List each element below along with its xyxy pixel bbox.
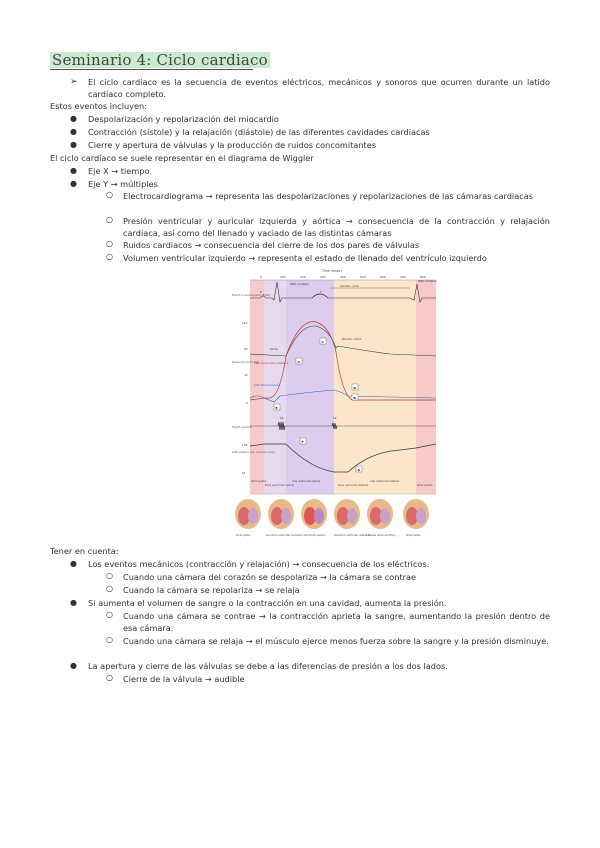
time-tick: 0 [260,275,262,279]
sound-label: S1 [280,416,284,420]
row-label: Pressure (mm Hg) [232,360,260,364]
arrow-bullet-icon: ➢ [70,77,78,87]
note-item: Los eventos mecánicos (contracción y relajación) → consecuencia de los eléctricos. [88,559,430,569]
axis-y-item: Eje Y → múltiples [88,179,158,189]
circle-bullet-icon: ○ [106,673,113,682]
time-tick: 600 [380,275,386,279]
sound-label: S2 [333,416,337,420]
circle-bullet-icon: ○ [106,635,113,644]
point-label: G [357,468,360,472]
phase-band [334,280,416,494]
heart-caption: Isovolumic ventricular contraction [266,534,304,537]
y-item: Volumen ventricular izquierdo → representa el estado de llenado del ventrículo izquierdo [123,253,487,263]
phase-band [286,280,334,494]
time-label: Time (msec) [322,269,342,273]
point-label: E [275,406,278,410]
bullet-icon: ● [70,140,77,149]
volume-tick: 135 [242,443,248,447]
page-title: Seminario 4: Ciclo cardiaco [52,51,268,69]
wiggers-diagram [230,268,452,540]
volume-tick: 65 [242,471,246,475]
note-item: Si aumenta el volumen de sangre o la contracción en una cavidad, aumenta la presión. [88,598,447,608]
phase-label: Late ventricular diastole [370,480,400,483]
event-item: Despolarización y repolarización del miocardio [88,114,279,124]
wiggers-heading: El ciclo cardíaco se suele representar en el diagrama de Wiggler [50,153,314,163]
heart-caption: Atrial systole [406,534,421,537]
time-tick: 800 [420,275,426,279]
heart-illustrations [235,499,429,529]
heart-icon [367,499,393,529]
circle-bullet-icon: ○ [106,571,113,580]
heart-icon [235,499,261,529]
note-subitem: Cierre de la válvula → audible [123,674,245,684]
pressure-label: Aorta [270,347,278,351]
pressure-label: Left atrial pressure [254,383,281,387]
ecg-label: P [260,290,262,294]
event-item: Cierre y apertura de válvulas y la producción de ruidos concomitantes [88,140,377,150]
note-subitem: Cuando una cámara se relaja → el músculo ejerce menos fuerza sobre la sangre y la presión disminuye. [123,636,549,646]
bullet-icon: ● [70,179,77,188]
phase-label: Early ventricular systole [265,484,294,487]
y-item: Electrocardiograma → representa las despolarizaciones y repolarizaciones de las cámaras cardiacas [123,191,533,201]
time-tick: 300 [320,275,326,279]
bullet-icon: ● [70,114,77,123]
point-label: C [321,340,324,344]
phase-band [250,280,264,494]
time-tick: 500 [360,275,366,279]
circle-bullet-icon: ○ [106,215,113,224]
events-heading: Estos eventos incluyen: [50,101,147,111]
point-label: A [297,360,300,364]
pressure-tick: 40 [244,373,248,377]
row-label: Heart sounds [232,425,252,429]
note-subitem: Cuando una cámara se contrae → la contracción aprieta la sangre, aumentando la presión dentro de esa cámara. [123,611,550,633]
bullet-icon: ● [70,127,77,136]
phase-band [416,280,436,494]
heart-caption: Passive ventricular filling [368,534,396,537]
intro-paragraph: El ciclo cardíaco es la secuencia de eventos eléctricos, mecánicos y sonoros que ocurren durante un latido cardíaco completo. [88,77,550,99]
title-underline [50,69,253,70]
ecg-label: Cardiac cycle [340,284,359,288]
point-label: D [353,386,356,390]
point-label: F [301,440,304,444]
time-tick: 700 [400,275,406,279]
time-tick: 400 [340,275,346,279]
pressure-tick: 80 [244,347,248,351]
heart-icon [268,499,294,529]
pressure-tick: 120 [242,321,248,325]
point-label: B [353,396,356,400]
ecg-label: QRS complex [418,279,437,283]
y-item: Presión ventricular y auricular izquierda y aórtica → consecuencia de la contracción y relajación cardiaca, así como del llenado y vaciado de las distintas cámaras [123,216,550,238]
ecg-label: QRS complex [290,282,309,286]
heart-caption: Isovolumic ventricular relaxation [334,534,370,537]
phase-label: Atrial systole [251,480,267,483]
circle-bullet-icon: ○ [106,610,113,619]
pressure-tick: 0 [246,401,248,405]
heart-caption: Ventricular ejection [304,534,326,537]
row-label: Left ventricular volume (mL) [232,450,275,454]
bullet-icon: ● [70,559,77,568]
notes-heading: Tener en cuenta: [50,546,119,556]
event-item: Contracción (sístole) y la relajación (diástole) de las diferentes cavidades cardiacas [88,127,430,137]
note-subitem: Cuando la cámara se repolariza → se relaja [123,585,300,595]
pressure-label: Left ventricular pressure [254,361,289,365]
circle-bullet-icon: ○ [106,239,113,248]
axis-x-item: Eje X → tiempo [88,166,150,176]
phase-label: Late ventricular systole [292,480,321,483]
circle-bullet-icon: ○ [106,252,113,261]
time-tick: 200 [300,275,306,279]
time-tick: 100 [280,275,286,279]
note-subitem: Cuando una cámara del corazón se despolariza → la cámara se contrae [123,572,417,582]
row-label: Electro-cardiogram (ECG) [232,293,271,297]
phase-band [264,280,286,494]
heart-caption: Atrial systole [236,534,251,537]
phase-label: Atrial systole [417,484,433,487]
heart-icon [301,499,327,529]
circle-bullet-icon: ○ [106,190,113,199]
bullet-icon: ● [70,598,77,607]
pressure-label: Dicrotic notch [342,337,362,341]
bullet-icon: ● [70,661,77,670]
note-item: La apertura y cierre de las válvulas se debe a las diferencias de presión a los dos lados. [88,661,448,671]
circle-bullet-icon: ○ [106,584,113,593]
y-item: Ruidos cardiacos → consecuencia del cierre de los dos pares de válvulas [123,240,420,250]
phase-label: Early ventricular diastole [338,484,368,487]
bullet-icon: ● [70,166,77,175]
ecg-label: T [320,290,322,294]
heart-icon [403,499,429,529]
heart-icon [334,499,360,529]
